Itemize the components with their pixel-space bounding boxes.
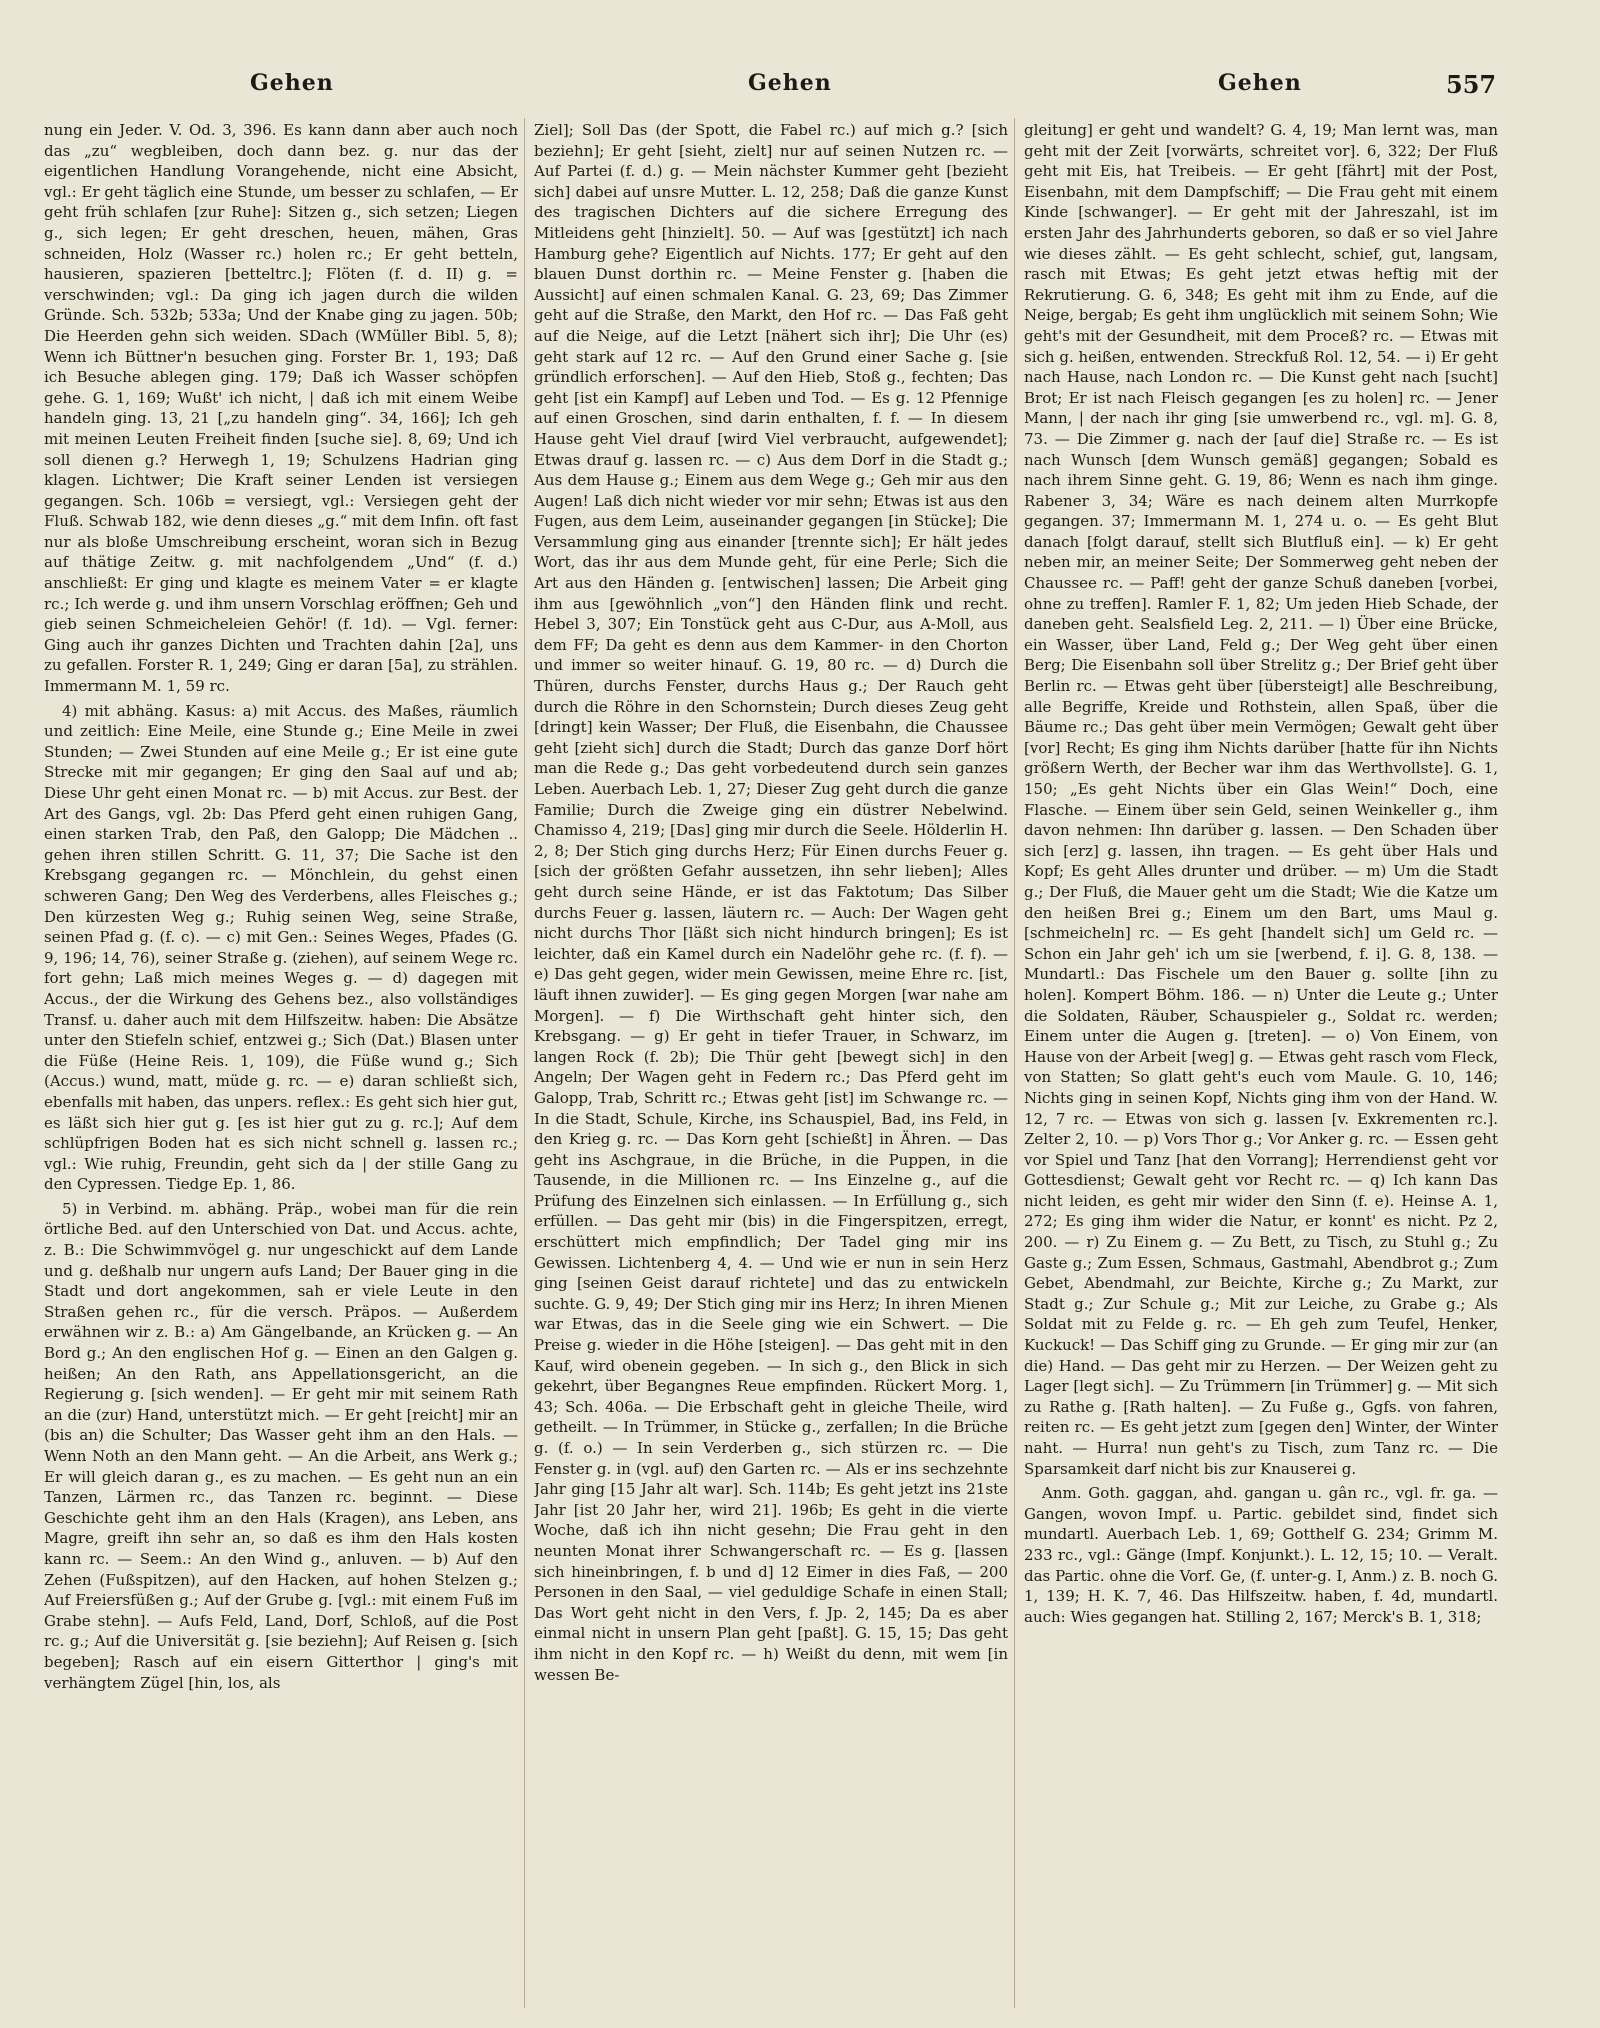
text-column-left <box>44 120 518 2000</box>
page-number: 557 <box>1446 70 1497 99</box>
etymology-note: Anm. Goth. gaggan, ahd. gangan u. gân rc., vgl. fr. ga. — Gangen, wovon Impf. u. Partic. gebildet sind, findet sich mundartl. Auerbach Leb. 1, 69; Gotthelf G. 234; Grimm M. 233 rc., vgl.: Gänge (Impf. Konjunkt.). L. 12, 15; 10. — Veralt. das Partic. ohne die Vorf. Ge, (f. unter-g. I, Anm.) z. B. noch G. 1, 139; H. K. 7, 46. Das Hilfszeitw. haben, f. 4d, mundartl. auch: Wies gegangen hat. Stilling 2, 167; Merck's B. 1, 318; <box>1024 1484 1498 1626</box>
running-headword-left: Gehen <box>250 70 334 96</box>
paragraph: 4) mit abhäng. Kasus: a) mit Accus. des Maßes, räumlich und zeitlich: Eine Meile, eine Stunde g.; Eine Meile in zwei Stunden; — Zwei Stunden auf eine Meile g.; Er ist eine gute Strecke mit mir gegangen; Er ging den Saal auf und ab; Diese Uhr geht einen Monat rc. — b) mit Accus. zur Best. der Art des Gangs, vgl. 2b: Das Pferd geht einen ruhigen Gang, einen starken Trab, den Paß, den Galopp; Die Mädchen .. gehen ihren stillen Schritt. G. 11, 37; Die Sache ist den Krebsgang gegangen rc. — Mönchlein, du gehst einen schweren Gang; Den Weg des Verderbens, alles Fleisches g.; Den kürzesten Weg g.; Ruhig seinen Weg, seine Straße, seinen Pfad g. (f. c). — c) mit Gen.: Seines Weges, Pfades (G. 9, 196; 14, 76), seiner Straße g. (ziehen), auf seinem Wege rc. fort gehn; Laß mich meines Weges g. — d) dagegen mit Accus., der die Wirkung des Gehens bez., also vollständiges Transf. u. daher auch mit dem Hilfszeitw. haben: Die Absätze unter den Stiefeln schief, entzwei g.; Sich (Dat.) Blasen unter die Füße (Heine Reis. 1, 109), die Füße wund g.; Sich (Accus.) wund, matt, müde g. rc. — e) daran schließt sich, ebenfalls mit haben, das unpers. reflex.: Es geht sich hier gut, es läßt sich hier gut g. [es ist hier gut zu g. rc.]; Auf dem schlüpfrigen Boden hat es sich nicht schnell g. lassen rc.; vgl.: Wie ruhig, Freundin, geht sich da | der stille Gang zu den Cypressen. Tiedge Ep. 1, 86. <box>44 701 518 1194</box>
text-column-right <box>1024 120 1498 2000</box>
paragraph: Ziel]; Soll Das (der Spott, die Fabel rc.) auf mich g.? [sich beziehn]; Er geht [sieht, zielt] nur auf seinen Nutzen rc. — Auf Partei (f. d.) g. — Mein nächster Kummer geht [bezieht sich] dabei auf unsre Mutter. L. 12, 258; Daß die ganze Kunst des tragischen Dichters auf die sichere Erregung des Mitleidens geht [hinzielt]. 50. — Auf was [gestützt] ich nach Hamburg gehe? Eigentlich auf Nichts. 177; Er geht auf den blauen Dunst dorthin rc. — Meine Fenster g. [haben die Aussicht] auf einen schmalen Kanal. G. 23, 69; Das Zimmer geht auf die Straße, den Markt, den Hof rc. — Das Faß geht auf die Neige, auf die Letzt [nähert sich ihr]; Die Uhr (es) geht stark auf 12 rc. — Auf den Grund einer Sache g. [sie gründlich erforschen]. — Auf den Hieb, Stoß g., fechten; Das geht [ist ein Kampf] auf Leben und Tod. — Es g. 12 Pfennige auf einen Groschen, sind darin enthalten, f. f. — In diesem Hause geht Viel drauf [wird Viel verbraucht, aufgewendet]; Etwas drauf g. lassen rc. — c) Aus dem Dorf in die Stadt g.; Aus dem Hause g.; Einem aus dem Wege g.; Geh mir aus den Augen! Laß dich nicht wieder vor mir sehn; Etwas ist aus den Fugen, aus dem Leim, auseinander gegangen [in Stücke]; Die Versammlung ging aus einander [trennte sich]; Er hält jedes Wort, das ihr aus dem Munde geht, für eine Perle; Sich die Art aus den Händen g. [entwischen] lassen; Die Arbeit ging ihm aus [gewöhnlich „von“] den Händen flink und recht. Hebel 3, 307; Ein Tonstück geht aus C-Dur, aus A-Moll, aus dem FF; Da geht es denn aus dem Kammer- in den Chorton und immer so weiter hinauf. G. 19, 80 rc. — d) Durch die Thüren, durchs Fenster, durchs Haus g.; Der Rauch geht durch die Röhre in den Schornstein; Durch dieses Zeug geht [dringt] kein Wasser; Der Fluß, die Eisenbahn, die Chaussee geht [zieht sich] durch die Stadt; Durch das ganze Dorf hört man die Rede g.; Das geht vorbedeutend durch sein ganzes Leben. Auerbach Leb. 1, 27; Dieser Zug geht durch die ganze Familie; Durch die Zweige ging ein düstrer Nebelwind. Chamisso 4, 219; [Das] ging mir durch die Seele. Hölderlin H. 2, 8; Der Stich ging durchs Herz; Für Einen durchs Feuer g. [sich der größten Gefahr aussetzen, ihn sehr lieben]; Alles geht durch seine Hände, er ist das Faktotum; Das Silber durchs Feuer g. lassen, läutern rc. — Auch: Der Wagen geht nicht durchs Thor [läßt sich nicht hindurch bringen]; Es ist leichter, daß ein Kamel durch ein Nadelöhr gehe rc. (f. f). — e) Das geht gegen, wider mein Gewissen, meine Ehre rc. [ist, läuft ihnen zuwider]. — Es ging gegen Morgen [war nahe am Morgen]. — f) Die Wirthschaft geht hinter sich, den Krebsgang. — g) Er geht in tiefer Trauer, in Schwarz, im langen Rock (f. 2b); Die Thür geht [bewegt sich] in den Angeln; Der Wagen geht in Federn rc.; Das Pferd geht im Galopp, Trab, Schritt rc.; Etwas geht [ist] im Schwange rc. — In die Stadt, Schule, Kirche, ins Schauspiel, Bad, ins Feld, in den Krieg g. rc. — Das Korn geht [schießt] in Ähren. — Das geht ins Aschgraue, in die Brüche, in die Puppen, in die Tausende, in die Millionen rc. — Ins Einzelne g., auf die Prüfung des Einzelnen sich einlassen. — In Erfüllung g., sich erfüllen. — Das geht mir (bis) in die Fingerspitzen, erregt, erschüttert mich empfindlich; Der Tadel ging mir ins Gewissen. Lichtenberg 4, 4. — Und wie er nun in sein Herz ging [seinen Geist darauf richtete] und das zu entwickeln suchte. G. 9, 49; Der Stich ging mir ins Herz; In ihren Mienen war Etwas, das in die Seele ging wie ein Schwert. — Die Preise g. wieder in die Höhe [steigen]. — Das geht mit in den Kauf, wird obenein gegeben. — In sich g., den Blick in sich gekehrt, über Begangnes Reue empfinden. Rückert Morg. 1, 43; Sch. 406a. — Die Erbschaft geht in gleiche Theile, wird getheilt. — In Trümmer, in Stücke g., zerfallen; In die Brüche g. (f. o.) — In sein Verderben g., sich stürzen rc. — Die Fenster g. in (vgl. auf) den Garten rc. — Als er ins sechzehnte Jahr ging [15 Jahr alt war]. Sch. 114b; Es geht jetzt ins 21ste Jahr [ist 20 Jahr her, wird 21]. 196b; Es geht in die vierte Woche, daß ich ihn nicht gesehn; Die Frau geht in den neunten Monat ihrer Schwangerschaft rc. — Es g. [lassen sich hineinbringen, f. b und d] 12 Eimer in dies Faß, — 200 Personen in den Saal, — viel geduldige Schafe in einen Stall; Das Wort geht nicht in den Vers, f. Jp. 2, 145; Da es aber einmal nicht in unsern Plan geht [paßt]. G. 15, 15; Das geht ihm nicht in den Kopf rc. — h) Weißt du denn, mit wem [in wessen Be- <box>534 121 1008 1684</box>
column-divider <box>524 118 525 2008</box>
text-column-center <box>534 120 1008 2000</box>
page-header <box>0 70 1600 110</box>
column-divider <box>1014 118 1015 2008</box>
paragraph: nung ein Jeder. V. Od. 3, 396. Es kann dann aber auch noch das „zu“ wegbleiben, doch dann bez. g. nur das der eigentlichen Handlung Vorangehende, nicht eine Absicht, vgl.: Er geht täglich eine Stunde, um besser zu schlafen, — Er geht früh schlafen [zur Ruhe]: Sitzen g., sich setzen; Liegen g., sich legen; Er geht dreschen, heuen, mähen, Gras schneiden, Holz (Wasser rc.) holen rc.; Er geht betteln, hausieren, spazieren [betteltrc.]; Flöten (f. d. II) g. = verschwinden; vgl.: Da ging ich jagen durch die wilden Gründe. Sch. 532b; 533a; Und der Knabe ging zu jagen. 50b; Die Heerden gehn sich weiden. SDach (WMüller Bibl. 5, 8); Wenn ich Büttner'n besuchen ging. Forster Br. 1, 193; Daß ich Besuche ablegen ging. 179; Daß ich Wasser schöpfen gehe. G. 1, 169; Wußt' ich nicht, | daß ich mit einem Weibe handeln ging. 13, 21 [„zu handeln ging“. 34, 166]; Ich geh mit meinen Leuten Freiheit finden [suche sie]. 8, 69; Und ich soll dienen g.? Herwegh 1, 19; Schulzens Hadrian ging klagen. Lichtwer; Die Kraft seiner Lenden ist versiegen gegangen. Sch. 106b = versiegt, vgl.: Versiegen geht der Fluß. Schwab 182, wie denn dieses „g.“ mit dem Infin. oft fast nur als bloße Umschreibung erscheint, woran sich in Bezug auf thätige Zeitw. g. mit nachfolgendem „Und“ (f. d.) anschließt: Er ging und klagte es meinem Vater = er klagte rc.; Ich werde g. und ihm unsern Vorschlag eröffnen; Geh und gieb seinen Schmeicheleien Gehör! (f. 1d). — Vgl. ferner: Ging auch ihr ganzes Dichten und Trachten dahin [2a], uns zu gefallen. Forster R. 1, 249; Ging er daran [5a], zu strählen. Immermann M. 1, 59 rc. <box>44 121 518 696</box>
running-headword-center: Gehen <box>748 70 832 96</box>
running-headword-right: Gehen <box>1218 70 1302 96</box>
paragraph: 5) in Verbind. m. abhäng. Präp., wobei man für die rein örtliche Bed. auf den Unterschied von Dat. und Accus. achte, z. B.: Die Schwimmvögel g. nur ungeschickt auf dem Lande und g. deßhalb nur ungern aufs Land; Der Bauer ging in die Stadt und dort angekommen, sah er viele Leute in den Straßen gehen rc., für die versch. Präpos. — Außerdem erwähnen wir z. B.: a) Am Gängelbande, an Krücken g. — An Bord g.; An den englischen Hof g. — Einen an den Galgen g. heißen; An den Rath, ans Appellationsgericht, an die Regierung g. [sich wenden]. — Er geht mir mit seinem Rath an die (zur) Hand, unterstützt mich. — Er geht [reicht] mir an (bis an) die Schulter; Das Wasser geht ihm an den Hals. — Wenn Noth an den Mann geht. — An die Arbeit, ans Werk g.; Er will gleich daran g., es zu machen. — Es geht nun an ein Tanzen, Lärmen rc., das Tanzen rc. beginnt. — Diese Geschichte geht ihm an den Hals (Kragen), ans Leben, ans Magre, greift ihn sehr an, so daß es ihm den Hals kosten kann rc. — Seem.: An den Wind g., anluven. — b) Auf den Zehen (Fußspitzen), auf den Hacken, auf hohen Stelzen g.; Auf Freiersfüßen g.; Auf der Grube g. [vgl.: mit einem Fuß im Grabe stehn]. — Aufs Feld, Land, Dorf, Schloß, auf die Post rc. g.; Auf die Universität g. [sie beziehn]; Auf Reisen g. [sich begeben]; Rasch auf ein eisern Gitterthor | ging's mit verhängtem Zügel [hin, los, als <box>44 1199 518 1692</box>
paragraph: gleitung] er geht und wandelt? G. 4, 19; Man lernt was, man geht mit der Zeit [vorwärts, schreitet vor]. 6, 322; Der Fluß geht mit Eis, hat Treibeis. — Er geht [fährt] mit der Post, Eisenbahn, mit dem Dampfschiff; — Die Frau geht mit einem Kinde [schwanger]. — Er geht mit der Jahreszahl, ist im ersten Jahr des Jahrhunderts geboren, so daß er so viel Jahre wie dieses zählt. — Es geht schlecht, schief, gut, langsam, rasch mit Etwas; Es geht jetzt etwas heftig mit der Rekrutierung. G. 6, 348; Es geht mit ihm zu Ende, auf die Neige, bergab; Es geht ihm unglücklich mit seinem Sohn; Wie geht's mit der Gesundheit, mit dem Proceß? rc. — Etwas mit sich g. heißen, entwenden. Streckfuß Rol. 12, 54. — i) Er geht nach Hause, nach London rc. — Die Kunst geht nach [sucht] Brot; Er ist nach Fleisch gegangen [es zu holen] rc. — Jener Mann, | der nach ihr ging [sie umwerbend rc., vgl. m]. G. 8, 73. — Die Zimmer g. nach der [auf die] Straße rc. — Es ist nach Wunsch [dem Wunsch gemäß] gegangen; Sobald es nach ihrem Sinne geht. G. 19, 86; Wenn es nach ihm ginge. Rabener 3, 34; Wäre es nach deinem alten Murrkopfe gegangen. 37; Immermann M. 1, 274 u. o. — Es geht Blut danach [folgt darauf, stellt sich Blutfluß ein]. — k) Er geht neben mir, an meiner Seite; Der Sommerweg geht neben der Chaussee rc. — Paff! geht der ganze Schuß daneben [vorbei, ohne zu treffen]. Ramler F. 1, 82; Um jeden Hieb Schade, der daneben geht. Sealsfield Leg. 2, 211. — l) Über eine Brücke, ein Wasser, über Land, Feld g.; Der Weg geht über einen Berg; Die Eisenbahn soll über Strelitz g.; Der Brief geht über Berlin rc. — Etwas geht über [übersteigt] alle Beschreibung, alle Begriffe, Kreide und Rothstein, allen Spaß, über die Bäume rc.; Das geht über mein Vermögen; Gewalt geht über [vor] Recht; Es ging ihm Nichts darüber [hatte für ihn Nichts größern Werth, der Becher war ihm das Werthvollste]. G. 1, 150; „Es geht Nichts über ein Glas Wein!“ Doch, eine Flasche. — Einem über sein Geld, seinen Weinkeller g., ihm davon nehmen: Ihn darüber g. lassen. — Den Schaden über sich [erz] g. lassen, ihn tragen. — Es geht über Hals und Kopf; Es geht Alles drunter und drüber. — m) Um die Stadt g.; Der Fluß, die Mauer geht um die Stadt; Wie die Katze um den heißen Brei g.; Einem um den Bart, ums Maul g. [schmeicheln] rc. — Es geht [handelt sich] um Geld rc. — Schon ein Jahr geh' ich um sie [werbend, f. i]. G. 8, 138. — Mundartl.: Das Fischele um den Bauer g. sollte [ihn zu holen]. Kompert Böhm. 186. — n) Unter die Leute g.; Unter die Soldaten, Räuber, Schauspieler g., Soldat rc. werden; Einem unter die Augen g. [treten]. — o) Von Einem, von Hause von der Arbeit [weg] g. — Etwas geht rasch vom Fleck, von Statten; So glatt geht's euch vom Maule. G. 10, 146; Nichts ging in seinen Kopf, Nichts ging ihm von der Hand. W. 12, 7 rc. — Etwas von sich g. lassen [v. Exkrementen rc.]. Zelter 2, 10. — p) Vors Thor g.; Vor Anker g. rc. — Essen geht vor Spiel und Tanz [hat den Vorrang]; Herrendienst geht vor Gottesdienst; Gewalt geht vor Recht rc. — q) Ich kann Das nicht leiden, es geht mir wider den Sinn (f. e). Heinse A. 1, 272; Es ging ihm wider die Natur, er konnt' es nicht. Pz 2, 200. — r) Zu Einem g. — Zu Bett, zu Tisch, zu Stuhl g.; Zu Gaste g.; Zum Essen, Schmaus, Gastmahl, Abendbrot g.; Zum Gebet, Abendmahl, zur Beichte, Kirche g.; Zu Markt, zur Stadt g.; Zur Schule g.; Mit zur Leiche, zu Grabe g.; Als Soldat mit zu Felde g. rc. — Eh geh zum Teufel, Henker, Kuckuck! — Das Schiff ging zu Grunde. — Er ging mir zur (an die) Hand. — Das geht mir zu Herzen. — Der Weizen geht zu Lager [legt sich]. — Zu Trümmern [in Trümmer] g. — Mit sich zu Rathe g. [Rath halten]. — Zu Fuße g., Ggfs. von fahren, reiten rc. — Es geht jetzt zum [gegen den] Winter, der Winter naht. — Hurra! nun geht's zu Tisch, zum Tanz rc. — Die Sparsamkeit darf nicht bis zur Knauserei g. <box>1024 121 1498 1478</box>
